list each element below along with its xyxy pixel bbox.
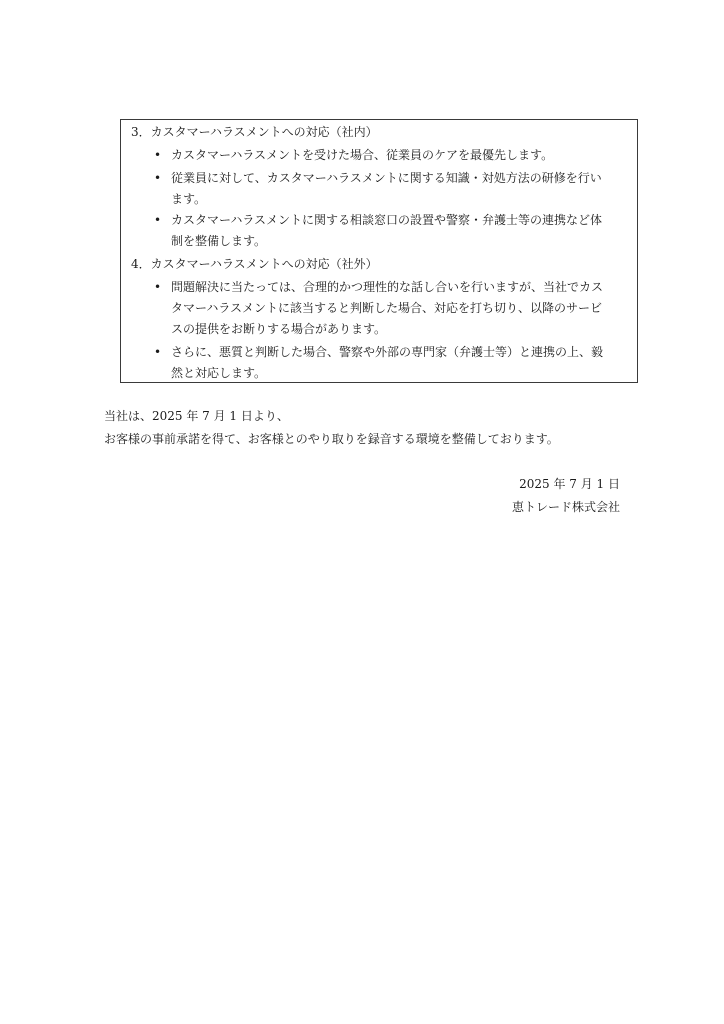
bullet-text: 問題解決に当たっては、合理的かつ理性的な話し合いを行いますが、当社でカス — [171, 280, 604, 294]
signature-date: 2025 年 7 月 1 日 — [519, 477, 620, 491]
bullet-text-continued: 制を整備します。 — [171, 234, 267, 248]
bullet-dot: • — [154, 280, 162, 294]
bullet-dot: • — [154, 148, 162, 162]
bullet-text-continued: ます。 — [171, 192, 207, 206]
company-name: 恵トレード株式会社 — [511, 500, 620, 514]
section-heading: 3．カスタマーハラスメントへの対応（社内） — [131, 125, 378, 139]
bullet-text: カスタマーハラスメントに関する相談窓口の設置や警察・弁護士等の連携など体 — [171, 213, 603, 227]
bullet-text-continued: スの提供をお断りする場合があります。 — [171, 322, 387, 336]
bullet-text-continued: タマーハラスメントに該当すると判断した場合、対応を打ち切り、以降のサービ — [171, 301, 603, 315]
bullet-text-continued: 然と対応します。 — [171, 366, 267, 380]
notice-line: お客様の事前承諾を得て、お客様とのやり取りを録音する環境を整備しております。 — [104, 432, 559, 446]
bullet-dot: • — [154, 345, 162, 359]
notice-line: 当社は、2025 年 7 月 1 日より、 — [104, 409, 289, 423]
bullet-dot: • — [154, 213, 162, 227]
bullet-text: 従業員に対して、カスタマーハラスメントに関する知識・対処方法の研修を行い — [171, 171, 602, 185]
bullet-text: さらに、悪質と判断した場合、警察や外部の専門家（弁護士等）と連携の上、毅 — [171, 345, 604, 359]
bullet-dot: • — [154, 171, 162, 185]
section-heading: 4．カスタマーハラスメントへの対応（社外） — [131, 257, 378, 271]
bullet-text: カスタマーハラスメントを受けた場合、従業員のケアを最優先します。 — [171, 148, 554, 162]
